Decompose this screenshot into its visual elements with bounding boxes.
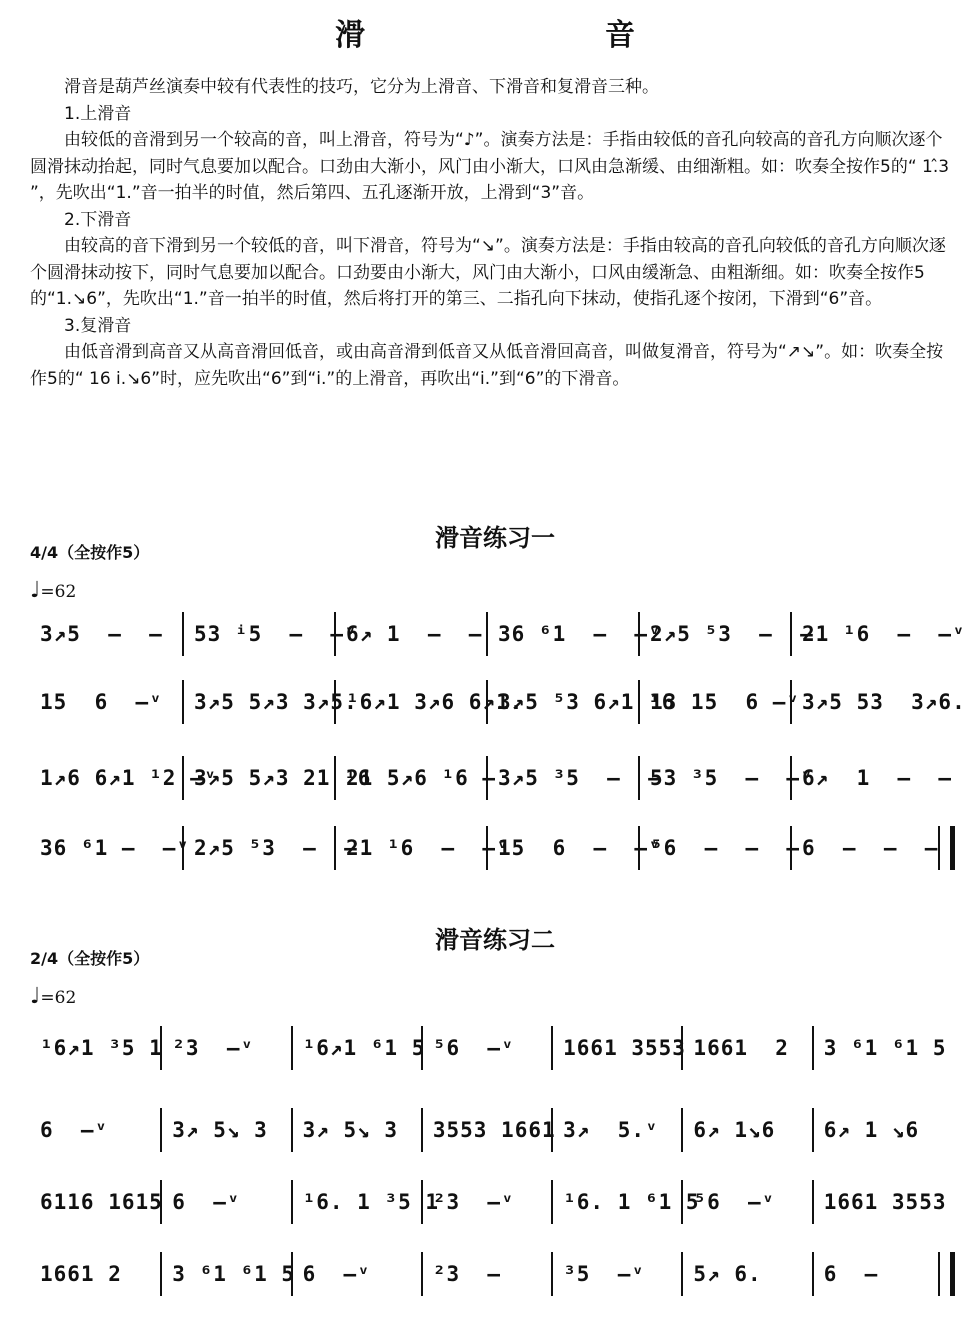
up-slide-paragraph: 由较低的音滑到另一个较高的音，叫上滑音，符号为“♪”。演奏方法是：手指由较低的音孔向较高的音孔方向顺次逐个圆滑抹动抬起，同时气息要加以配合。口劲由大渐小，风门由小渐大，口风由急渐缓、由细渐粗。如：吹奏全按作5的“ 1.̂3 ”，先吹出“1.”音一拍半的时值，然后第四、五孔逐渐开放，上滑到“3”音。 bbox=[30, 130, 950, 203]
score-line bbox=[30, 1180, 947, 1224]
measure: 1661 3553 bbox=[812, 1180, 942, 1224]
score-line bbox=[30, 612, 966, 656]
intro-paragraph: 滑音是葫芦丝演奏中较有代表性的技巧，它分为上滑音、下滑音和复滑音三种。 bbox=[64, 77, 659, 97]
score-line bbox=[30, 826, 942, 870]
measure: 15 6 –ᵛ bbox=[40, 690, 163, 714]
section-heading-down-slide: 2.下滑音 bbox=[64, 209, 132, 230]
measure: 21 ¹6 – –ᵛ bbox=[334, 826, 486, 870]
exercise-2-title: 滑音练习二 bbox=[435, 926, 555, 954]
score-line bbox=[30, 756, 953, 800]
measure: 21 5↗6 ¹6 – bbox=[334, 756, 486, 800]
quarter-note-icon: ♩ bbox=[30, 984, 41, 1009]
measure: ¹6. 1 ³5 1 bbox=[291, 1180, 421, 1224]
measure: 6 –ᵛ bbox=[160, 1180, 290, 1224]
measure: 3553 1661 bbox=[421, 1108, 551, 1152]
measure: 1661 2 bbox=[681, 1026, 811, 1070]
measure: 6 – – – bbox=[790, 826, 942, 870]
measure: 6↗ 1↘6 bbox=[681, 1108, 811, 1152]
exercise-2-tempo-value: =62 bbox=[40, 988, 77, 1008]
measure: 3 ⁶1 ⁶1 5 bbox=[160, 1252, 290, 1296]
measure: 15 6 – –ᵛ bbox=[486, 826, 638, 870]
measure: ¹6↗1 ³5 1 bbox=[40, 1036, 163, 1060]
measure: ¹6↗1 3↗6 6↗1. bbox=[334, 680, 486, 724]
measure: ⁵6 –ᵛ bbox=[681, 1180, 811, 1224]
measure: 3↗ 5.ᵛ bbox=[551, 1108, 681, 1152]
measure: 6 – bbox=[812, 1252, 942, 1296]
measure: ³5 –ᵛ bbox=[551, 1252, 681, 1296]
measure: 3↗5 ⁵3 6↗1 ¹6 bbox=[486, 680, 638, 724]
compound-slide-paragraph: 由低音滑到高音又从高音滑回低音，或由高音滑到低音又从低音滑回高音，叫做复滑音，符号为“↗↘”。如：吹奏全按作5的“ 16 i.↘6”时，应先吹出“6”到“i.”的上滑音，再吹出“i.”到“6”的下滑音。 bbox=[30, 342, 944, 389]
measure: 53 ⁱ5 – –ᵛ bbox=[182, 612, 334, 656]
measure: 1661 2 bbox=[40, 1262, 122, 1286]
measure: 6 –ᵛ bbox=[40, 1118, 109, 1142]
measure: 1↗6 6↗1 ¹2 –ᵛ bbox=[40, 766, 218, 790]
measure: 2↗5 ⁵3 – – bbox=[182, 826, 334, 870]
measure: 6↗ 1 – – bbox=[334, 612, 486, 656]
measure: 6↗ 1 ↘6 bbox=[812, 1108, 942, 1152]
measure: 3↗5 53 3↗6. bbox=[790, 680, 942, 724]
exercise-2-tempo bbox=[30, 984, 76, 1009]
measure: 5↗ 6. bbox=[681, 1252, 811, 1296]
measure: 3↗5 – – bbox=[40, 622, 163, 646]
measure: 6116 1615 bbox=[40, 1190, 163, 1214]
measure: 13 15 6 –ᵛ bbox=[638, 680, 790, 724]
section-heading-up-slide: 1.上滑音 bbox=[64, 103, 132, 124]
measure: 6↗ 1 – – bbox=[790, 756, 942, 800]
measure: ²3 – bbox=[421, 1252, 551, 1296]
measure: 53 ³5 – –ᵛ bbox=[638, 756, 790, 800]
measure: 3↗5 5↗3 3↗5. bbox=[182, 680, 334, 724]
quarter-note-icon: ♩ bbox=[30, 578, 41, 603]
score-line bbox=[30, 1108, 942, 1152]
measure: 1661 3553 bbox=[551, 1026, 681, 1070]
final-barline bbox=[938, 826, 955, 870]
final-barline bbox=[938, 1252, 955, 1296]
measure: 36 ⁶1 – –ᵛ bbox=[486, 612, 638, 656]
measure: ⁵6 –ᵛ bbox=[421, 1026, 551, 1070]
measure: 3↗5 5↗3 21 ¹6 bbox=[182, 756, 334, 800]
measure: 3↗ 5↘ 3 bbox=[160, 1108, 290, 1152]
measure: ¹6↗1 ⁶1 5 bbox=[291, 1026, 421, 1070]
measure: 3↗ 5↘ 3 bbox=[291, 1108, 421, 1152]
exercise-1-tempo-value: =62 bbox=[40, 582, 77, 602]
measure: 6 –ᵛ bbox=[291, 1252, 421, 1296]
score-line bbox=[30, 680, 966, 724]
score-line bbox=[30, 1252, 942, 1296]
measure: 21 ¹6 – –ᵛ bbox=[790, 612, 942, 656]
exercise-1-time-signature: 4/4（全按作5） bbox=[30, 543, 150, 562]
page-title: 滑 音 bbox=[335, 18, 695, 53]
measure: ⁵6 – – – bbox=[638, 826, 790, 870]
down-slide-paragraph: 由较高的音下滑到另一个较低的音，叫下滑音，符号为“↘”。演奏方法是：手指由较高的音孔向较低的音孔方向顺次逐个圆滑抹动按下，同时气息要加以配合。口劲要由小渐大，风门由大渐小，口风由缓渐急、由粗渐细。如：吹奏全按作5的“1.↘6”，先吹出“1.”音一拍半的时值，然后将打开的第三、二指孔向下抹动，使指孔逐个按闭，下滑到“6”音。 bbox=[30, 236, 946, 309]
measure: 3↗5 ³5 – – bbox=[486, 756, 638, 800]
exercise-2-time-signature: 2/4（全按作5） bbox=[30, 949, 150, 968]
exercise-1-tempo bbox=[30, 578, 76, 603]
exercise-1-title: 滑音练习一 bbox=[435, 524, 555, 552]
measure: 2↗5 ⁵3 – – bbox=[638, 612, 790, 656]
measure: 36 ⁶1 – –ᵛ bbox=[40, 836, 191, 860]
score-line bbox=[30, 1026, 947, 1070]
measure: ²3 –ᵛ bbox=[421, 1180, 551, 1224]
measure: ¹6. 1 ⁶1 5 bbox=[551, 1180, 681, 1224]
measure: 3 ⁶1 ⁶1 5 bbox=[812, 1026, 942, 1070]
section-heading-compound-slide: 3.复滑音 bbox=[64, 315, 132, 336]
measure: ²3 –ᵛ bbox=[160, 1026, 290, 1070]
intro-text bbox=[30, 74, 950, 392]
